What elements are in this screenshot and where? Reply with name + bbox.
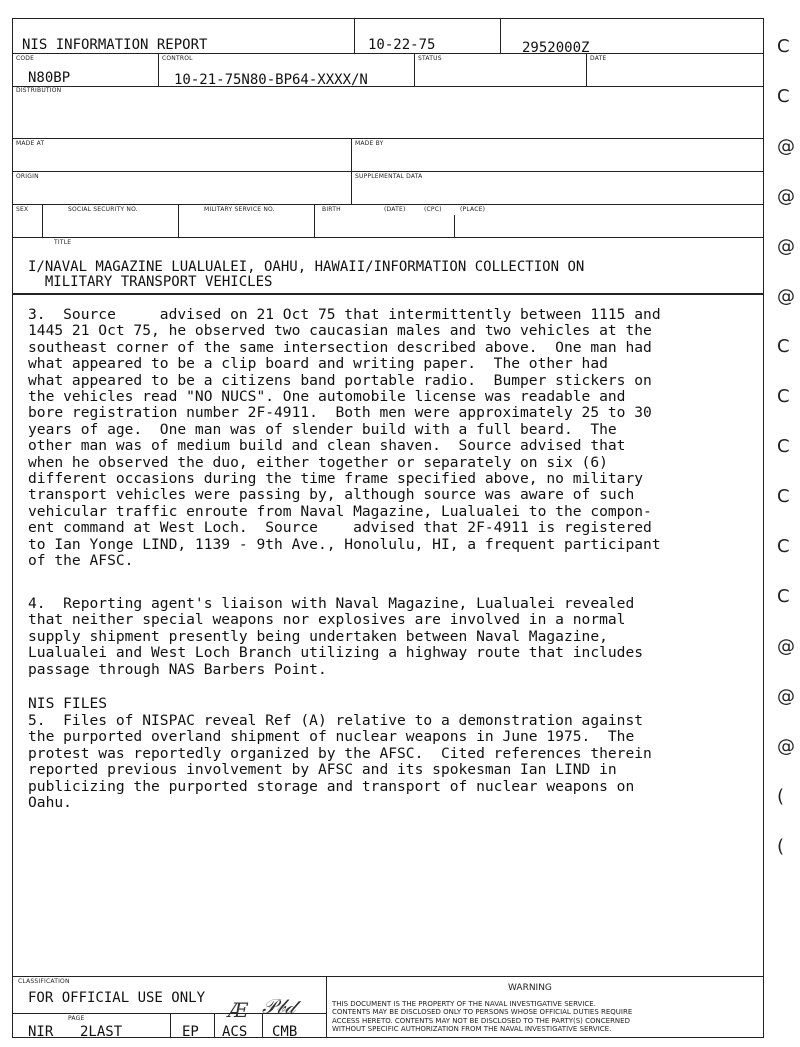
acs-initials: ACS: [222, 1024, 248, 1040]
punch-mark: @: [777, 136, 795, 157]
para5-line: Oahu.: [28, 794, 72, 812]
classification-label: CLASSIFICATION: [18, 978, 70, 985]
title-label: TITLE: [54, 239, 72, 246]
para3-line: to Ian Yonge LIND, 1139 - 9th Ave., Honolulu, HI, a frequent participant: [28, 535, 661, 553]
cmb-initials: CMB: [272, 1024, 298, 1040]
para3-line: other man was of medium build and clean shaven. Source advised that: [28, 437, 626, 455]
para3-line: what appeared to be a clip board and writing paper. The other had: [28, 355, 608, 373]
para4-line: that neither special weapons nor explosives are involved in a normal: [28, 611, 626, 629]
para3-line: when he observed the duo, either together or separately on six (6): [28, 453, 608, 471]
punch-mark: C: [777, 36, 790, 57]
subject-line-2: MILITARY TRANSPORT VEHICLES: [28, 274, 273, 290]
sex-label: SEX: [16, 206, 29, 213]
para3-line: vehicular traffic enroute from Naval Magazine, Lualualei to the compon-: [28, 502, 652, 520]
punch-mark: C: [777, 536, 790, 557]
code-value: N80BP: [28, 70, 71, 86]
punch-mark: @: [777, 736, 795, 757]
punch-mark: C: [777, 336, 790, 357]
made-at-label: MADE AT: [16, 140, 45, 147]
punch-mark: @: [777, 186, 795, 207]
para3-line: different occasions during the time frame specified above, no military: [28, 470, 644, 488]
ssn-label: SOCIAL SECURITY NO.: [68, 206, 138, 213]
para4-line: 4. Reporting agent's liaison with Naval Magazine, Lualualei revealed: [28, 595, 635, 612]
para5-line: the purported overland shipment of nuclear weapons in June 1975. The: [28, 728, 635, 746]
para3-line: years of age. One man was of slender build with a full beard. The: [28, 420, 617, 438]
subject-line-1: I/NAVAL MAGAZINE LUALUALEI, OAHU, HAWAII/INFORMATION COLLECTION ON: [28, 259, 585, 275]
birth-cpc-label: (CPC): [424, 206, 442, 213]
page-number: 2LAST: [80, 1024, 123, 1040]
punch-mark: @: [777, 236, 795, 257]
made-by-label: MADE BY: [355, 140, 384, 147]
birth-label: BIRTH: [322, 206, 341, 213]
punch-mark: @: [777, 286, 795, 307]
punch-mark: (: [777, 786, 785, 807]
para5-line: protest was reportedly organized by the AFSC. Cited references therein: [28, 744, 652, 762]
code-label: CODE: [16, 55, 35, 62]
report-title: NIS INFORMATION REPORT: [22, 37, 208, 53]
punch-mark: C: [777, 86, 790, 107]
status-label: STATUS: [418, 55, 442, 62]
warning-text: THIS DOCUMENT IS THE PROPERTY OF THE NAVAL INVESTIGATIVE SERVICE. CONTENTS MAY BE DISCLOSED ONLY TO PERSONS WHOSE OFFICIAL DUTIES REQUIRE ACCESS HERETO. CONTENTS MAY NOT BE DISCLOSED TO THE PARTY(S) CONCERNED WITHOUT SPECIFIC AUTHORIZATION FROM THE NAVAL INVESTIGATIVE SERVICE.: [332, 1000, 633, 1033]
ep-initials: EP: [182, 1024, 199, 1040]
para3-line: the vehicles read "NO NUCS". One automobile license was readable and: [28, 388, 626, 406]
para3-line: 1445 21 Oct 75, he observed two caucasian males and two vehicles at the: [28, 322, 652, 340]
control-label: CONTROL: [162, 55, 193, 62]
para4-line: passage through NAS Barbers Point.: [28, 660, 327, 678]
paragraph-5: [28, 713, 768, 811]
punch-mark: C: [777, 486, 790, 507]
punch-mark: C: [777, 386, 790, 407]
para3-line: what appeared to be a citizens band portable radio. Bumper stickers on: [28, 371, 652, 389]
para3-line: 3. Source advised on 21 Oct 75 that intermittently between 1115 and: [28, 306, 661, 323]
para4-line: supply shipment presently being undertaken between Naval Magazine,: [28, 627, 608, 645]
punch-mark: (: [777, 836, 785, 857]
nis-files-heading: NIS FILES: [28, 695, 108, 712]
classification-value: FOR OFFICIAL USE ONLY: [28, 990, 206, 1006]
punch-mark: C: [777, 586, 790, 607]
supplemental-label: SUPPLEMENTAL DATA: [355, 173, 423, 180]
nir-label: NIR: [28, 1024, 54, 1040]
msn-label: MILITARY SERVICE NO.: [204, 206, 275, 213]
origin-label: ORIGIN: [16, 173, 39, 180]
para5-line: publicizing the purported storage and transport of nuclear weapons on: [28, 777, 635, 795]
para3-line: ent command at West Loch. Source advised that 2F-4911 is registered: [28, 519, 652, 537]
birth-place-label: (PLACE): [460, 206, 486, 213]
birth-date-label: (DATE): [384, 206, 406, 213]
handwritten-signature: 𝒫𝒷𝒹: [262, 994, 296, 1018]
punch-mark: C: [777, 436, 790, 457]
paragraph-3: [28, 307, 768, 570]
para3-line: southeast corner of the same intersection described above. One man had: [28, 338, 652, 356]
page-label: PAGE: [68, 1015, 85, 1022]
date-label: DATE: [590, 55, 607, 62]
paragraph-4: [28, 596, 768, 678]
handwritten-initials-signature: Æ: [228, 998, 249, 1022]
report-dtg: 2952000Z: [522, 40, 590, 56]
para5-line: 5. Files of NISPAC reveal Ref (A) relative to a demonstration against: [28, 712, 644, 729]
para3-line: bore registration number 2F-4911. Both men were approximately 25 to 30: [28, 404, 652, 422]
para3-line: of the AFSC.: [28, 552, 134, 570]
para4-line: Lualualei and West Loch Branch utilizing a highway route that includes: [28, 644, 644, 662]
control-value: 10-21-75N80-BP64-XXXX/N: [174, 72, 368, 88]
punch-mark: @: [777, 686, 795, 707]
punch-mark: @: [777, 636, 795, 657]
distribution-label: DISTRIBUTION: [16, 87, 62, 94]
warning-title: WARNING: [508, 983, 552, 993]
para5-line: reported previous involvement by AFSC and its spokesman Ian LIND in: [28, 761, 617, 779]
report-date: 10-22-75: [368, 37, 436, 53]
para3-line: transport vehicles were passing by, although source was aware of such: [28, 486, 635, 504]
